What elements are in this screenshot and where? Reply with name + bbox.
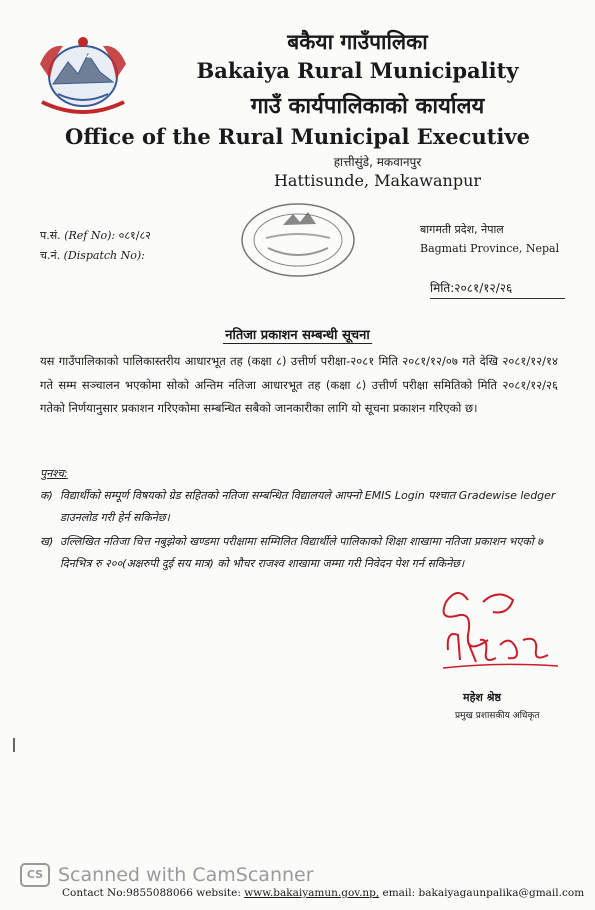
website-link[interactable]: www.bakaiyamun.gov.np, — [244, 887, 380, 899]
office-name-nepali: बकैया गाउँपालिका — [287, 30, 428, 54]
postscript-item — [40, 485, 565, 529]
footer-contact — [62, 887, 584, 899]
handwritten-signature-icon — [428, 580, 578, 680]
notice-body: यस गाउँपालिकाको पालिकास्तरीय आधारभूत तह (कक्षा ८) उत्तीर्ण परीक्षा-२०८१ मिति २०८१/१२/०७ गते देखि २०८१/१२/१४ गते सम्म सञ्चालन भएकोमा सोको अन्तिम नतिजा आधारभूत तह (कक्षा ८) उत्तीर्ण परीक्षा समितिको मिति २०८१/१२/२६ गतेको निर्णयानुसार प्रकाशन गरिएकोमा सम्बन्धित सबैको जानकारीका लागि यो सूचना प्रकाशन गरिएको छ। — [40, 354, 558, 415]
signatory-block — [455, 690, 595, 721]
postscript-label: पुनश्च: — [40, 467, 68, 480]
ref-value: ०८१/८२ — [118, 229, 151, 242]
camscanner-watermark — [20, 863, 314, 887]
dispatch-label-en: (Dispatch No): — [63, 249, 145, 262]
postscript-text: उल्लिखित नतिजा चित्त नबुझेको खण्डमा परीक्षामा सम्मिलित विद्यार्थीले पालिकाको शिक्षा शाखामा नतिजा प्रकाशन भएको ७ दिनभित्र रु २००(अक्षरुपी दुई सय मात्र) को भौचर राजश्व शाखामा जम्मा गरी निवेदन पेश गर्न सकिनेछ। — [60, 535, 544, 570]
executive-office-english: Office of the Rural Municipal Executive — [65, 124, 530, 149]
postscript-marker: क) — [40, 489, 53, 502]
notice-subject-text: नतिजा प्रकाशन सम्बन्धी सूचना — [225, 328, 370, 343]
postscript-list — [40, 485, 565, 577]
camscanner-icon: CS — [20, 863, 50, 887]
dispatch-label-np: च.नं. — [40, 249, 61, 262]
office-seal-icon — [238, 200, 358, 280]
ref-label-en: (Ref No): — [64, 229, 116, 242]
reference-number — [40, 228, 151, 243]
office-name-english: Bakaiya Rural Municipality — [196, 58, 519, 83]
contact-number: Contact No:9855088066 — [62, 887, 193, 899]
ref-label-np: प.सं. — [40, 229, 61, 242]
province-nepali: बागमती प्रदेश, नेपाल — [420, 223, 504, 236]
scan-mark-icon — [12, 738, 16, 752]
notice-subject — [0, 325, 595, 343]
postscript-text: विद्यार्थीको सम्पूर्ण विषयको ग्रेड सहितको नतिजा सम्बन्धित विद्यालयले आफ्नो EMIS Login पश्चात Gradewise ledger डाउनलोड गरी हेर्न सकिनेछ। — [60, 489, 556, 524]
signatory-name: महेश श्रेष्ठ — [463, 691, 501, 704]
document-date: मिति:२०८१/१२/२६ — [430, 279, 565, 299]
province-english: Bagmati Province, Nepal — [420, 242, 560, 255]
camscanner-text: Scanned with CamScanner — [58, 864, 314, 886]
dispatch-number — [40, 248, 145, 263]
address-nepali: हात्तीसुंडे, मकवानपुर — [333, 155, 422, 169]
address-english: Hattisunde, Makawanpur — [273, 171, 482, 190]
email-label: email: — [382, 887, 416, 899]
website-label: website: — [196, 887, 241, 899]
signatory-title: प्रमुख प्रशासकीय अधिकृत — [455, 711, 540, 721]
postscript-marker: ख) — [40, 535, 54, 548]
executive-office-nepali: गाउँ कार्यपालिकाको कार्यालय — [250, 94, 485, 119]
postscript-item — [40, 531, 565, 575]
email-address[interactable]: bakaiyagaunpalika@gmail.com — [418, 887, 585, 899]
